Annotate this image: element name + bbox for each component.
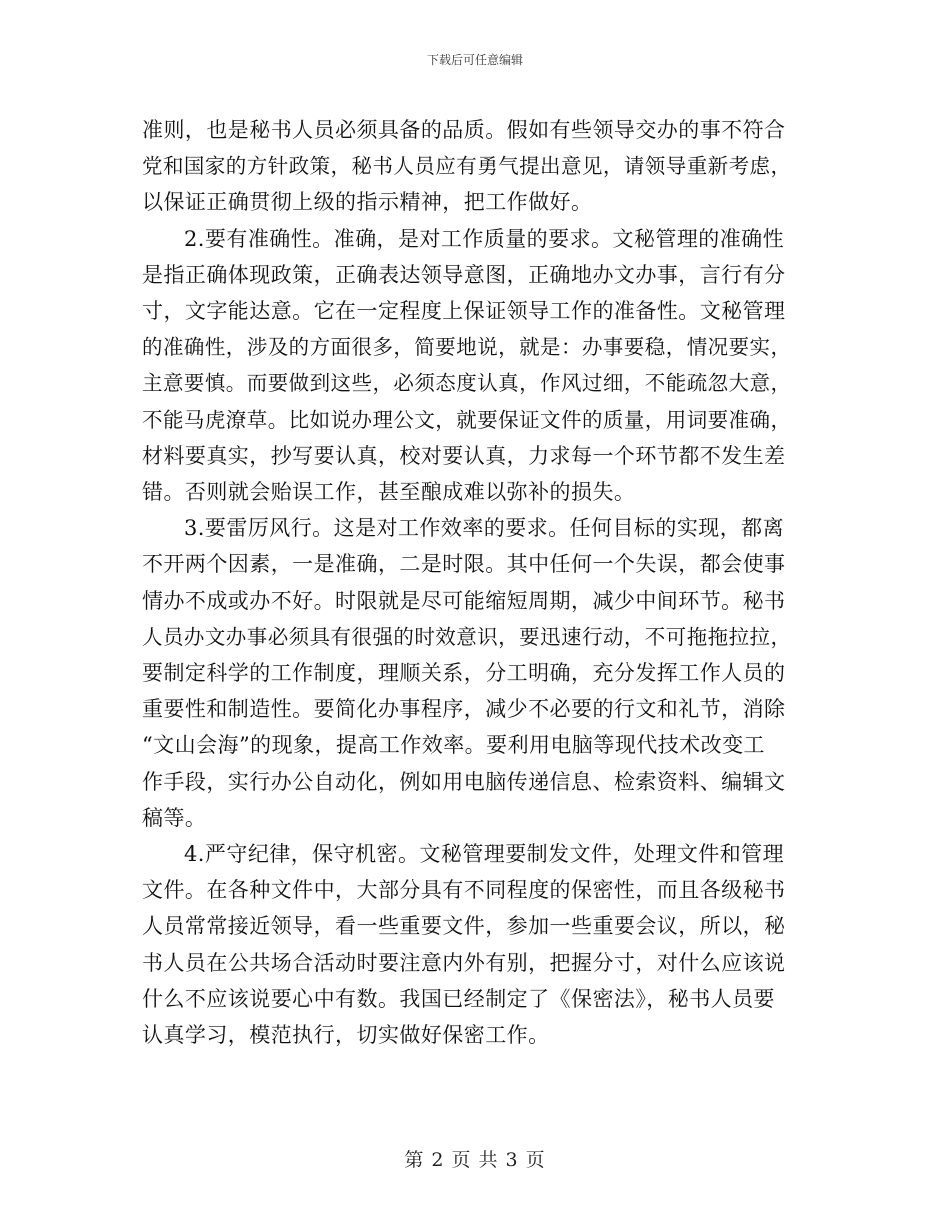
text-line: 3.要雷厉风行。这是对工作效率的要求。任何目标的实现，都离 — [184, 516, 785, 541]
text-line: 党和国家的方针政策，秘书人员应有勇气提出意见，请领导重新考虑， — [142, 154, 792, 179]
text-line: 准则，也是秘书人员必须具备的品质。假如有些领导交办的事不符合 — [142, 118, 786, 142]
text-line: 2.要有准确性。准确，是对工作质量的要求。文秘管理的准确性 — [184, 226, 785, 251]
text-line: 以保证正确贯彻上级的指示精神，把工作做好。 — [142, 190, 593, 215]
text-line: 4.严守纪律，保守机密。文秘管理要制发文件，处理文件和管理 — [184, 842, 785, 867]
text-line: 书人员在公共场合活动时要注意内外有别，把握分寸，对什么应该说 — [142, 950, 786, 975]
text-line: 的准确性，涉及的方面很多，简要地说，就是：办事要稳，情况要实， — [142, 335, 792, 360]
text-line: 不开两个因素，一是准确，二是时限。其中任何一个失误，都会使事 — [142, 552, 786, 577]
paragraph-confidentiality — [142, 836, 806, 1053]
text-line: 寸，文字能达意。它在一定程度上保证领导工作的准备性。文秘管理 — [142, 299, 786, 324]
document-body — [142, 112, 806, 1053]
text-line: 人员常常接近领导，看一些重要文件，参加一些重要会议，所以，秘 — [142, 914, 786, 939]
paragraph-continuation — [142, 112, 806, 221]
text-line: 认真学习，模范执行，切实做好保密工作。 — [142, 1023, 550, 1048]
text-line: 重要性和制造性。要简化办事程序，减少不必要的行文和礼节，消除 — [142, 697, 786, 722]
text-line: 作手段，实行办公自动化，例如用电脑传递信息、检索资料、编辑文 — [142, 769, 786, 794]
text-line: 稿等。 — [142, 805, 207, 830]
text-line: 要制定科学的工作制度，理顺关系，分工明确，充分发挥工作人员的 — [142, 661, 786, 686]
text-line: 主意要慎。而要做到这些，必须态度认真，作风过细，不能疏忽大意， — [142, 371, 792, 396]
text-line: 材料要真实，抄写要认真，校对要认真，力求每一个环节都不发生差 — [142, 443, 786, 468]
text-line: 什么不应该说要心中有数。我国已经制定了《保密法》，秘书人员要 — [142, 986, 775, 1011]
text-line: 不能马虎潦草。比如说办理公文，就要保证文件的质量，用词要准确， — [142, 407, 792, 432]
text-line: 是指正确体现政策，正确表达领导意图，正确地办文办事，言行有分 — [142, 262, 786, 287]
page-header: 下载后可任意编辑 — [426, 53, 523, 67]
paragraph-accuracy — [142, 221, 806, 511]
text-line: 文件。在各种文件中，大部分具有不同程度的保密性，而且各级秘书 — [142, 878, 786, 903]
text-line: 情办不成或办不好。时限就是尽可能缩短周期，减少中间环节。秘书 — [142, 588, 786, 613]
page-number-footer: 第 2 页 共 3 页 — [404, 1149, 546, 1171]
text-line: 人员办文办事必须具有很强的时效意识，要迅速行动，不可拖拖拉拉， — [142, 624, 792, 649]
text-line: 错。否则就会贻误工作，甚至酿成难以弥补的损失。 — [142, 480, 636, 505]
paragraph-efficiency — [142, 510, 806, 836]
text-line: “文山会海”的现象，提高工作效率。要利用电脑等现代技术改变工 — [142, 733, 765, 758]
